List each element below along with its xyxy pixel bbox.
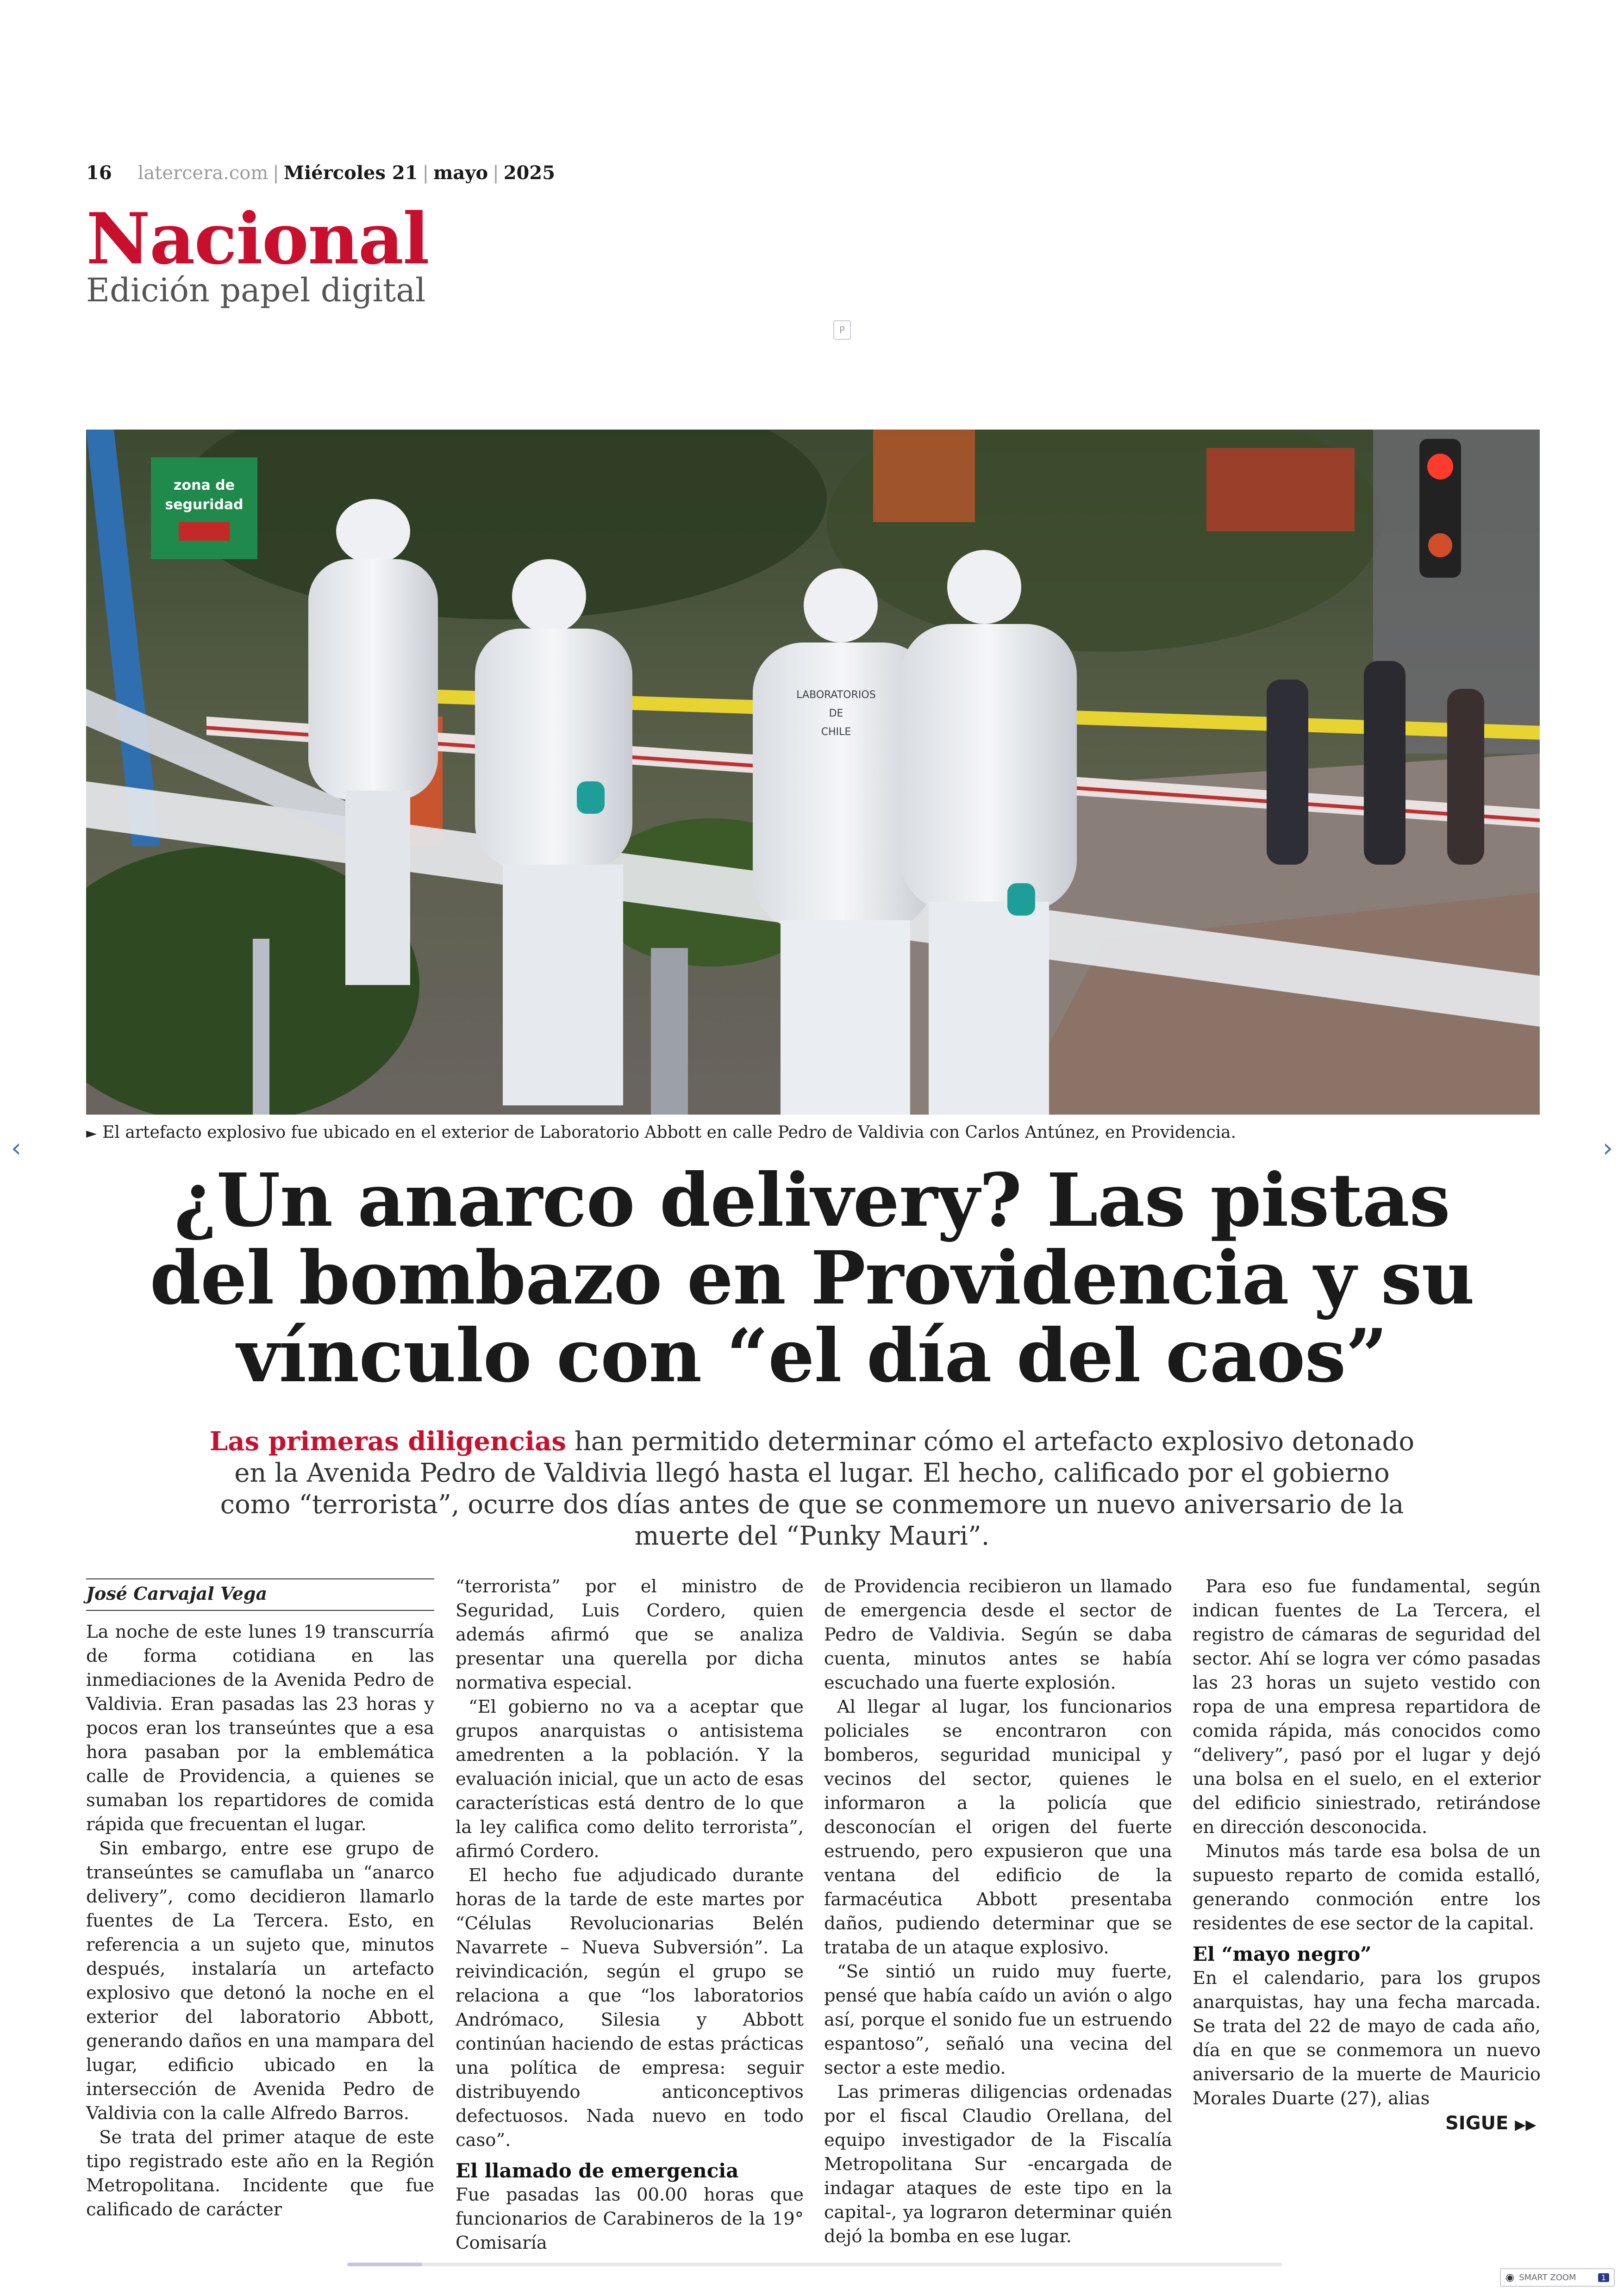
byline-rule-top	[86, 1578, 434, 1579]
subheading: El “mayo negro”	[1193, 1943, 1372, 1965]
paragraph: “terrorista” por el ministro de Seguridad, Luis Cordero, quien además afirmó que se analiza presentar una querella por dicha normativa especial.	[456, 1576, 804, 1693]
page-header-line: 16 latercera.com | Miércoles 21 | mayo | 2025	[86, 162, 556, 184]
caption-text: El artefacto explosivo fue ubicado en el exterior de Laboratorio Abbott en calle Pedro de Valdivia con Carlos Antúnez, en Providencia.	[102, 1123, 1237, 1142]
subheading: El llamado de emergencia	[456, 2159, 739, 2182]
paragraph: Sin embargo, entre ese grupo de transeúntes se camuflaba un “anarco delivery”, como decidieron llamarlo fuentes de La Tercera. Esto, en referencia a un sujeto que, minutos después, instalaría un artefacto explosivo que detonó la noche en el exterior del laboratorio Abbott, generando daños en una mampara del lugar, edificio ubicado en la intersección de Avenida Pedro de Valdivia con la calle Alfredo Barros.	[86, 1838, 434, 2124]
next-page-arrow-icon[interactable]: ›	[1602, 1133, 1613, 1163]
paragraph: En el calendario, para los grupos anarquistas, hay una fecha marcada. Se trata del 22 de mayo de cada año, día en que se conmemora un nuevo aniversario de la muerte de Mauricio Morales Duarte (27), alias	[1193, 1968, 1541, 2109]
section-title: Nacional	[86, 197, 429, 280]
deck-lead: Las primeras diligencias	[209, 1426, 566, 1457]
smart-zoom-button[interactable]	[1500, 2268, 1615, 2287]
paragraph: Al llegar al lugar, los funcionarios policiales se encontraron con bomberos, seguridad municipal y vecinos del sector, quienes le informaron a la policía que desconocían el origen del fuerte estruendo, pero expusieron que una ventana del edificio de la farmacéutica Abbott presentaba daños, pudiendo determinar que se trataba de un ataque explosivo.	[824, 1696, 1172, 1958]
photo-sign-line1: zona de	[174, 477, 235, 493]
article-column-2	[456, 1575, 804, 2255]
article-headline: ¿Un anarco delivery? Las pistas del bombazo en Providencia y su vínculo con “el día del caos”	[150, 1158, 1474, 1399]
deck-text: han permitido determinar cómo el artefacto explosivo detonado en la Avenida Pedro de Valdivia llegó hasta el lugar. El hecho, calificado por el gobierno como “terrorista”, ocurre dos días antes de que se conmemore un nuevo aniversario de la muerte del “Punky Mauri”.	[220, 1427, 1415, 1551]
smart-zoom-label: SMART ZOOM	[1519, 2272, 1576, 2283]
photo-sign-line2: seguridad	[165, 497, 244, 513]
suit-text-line3: CHILE	[821, 726, 851, 738]
eye-icon: ◉	[1505, 2271, 1515, 2283]
suit-text-line2: DE	[829, 708, 843, 719]
byline-rule-bottom	[86, 1610, 434, 1611]
continue-arrows-icon: ▶▶	[1515, 2117, 1537, 2133]
photo-illustration	[86, 430, 1540, 1115]
site-name: latercera.com	[137, 162, 269, 184]
paragraph: Para eso fue fundamental, según indican fuentes de La Tercera, el registro de cámaras de seguridad del sector. Ahí se logra ver cómo pasadas las 23 horas un sujeto vestido con ropa de una empresa repartidora de comida rápida, más conocidos como “delivery”, pasó por el lugar y dejó una bolsa en el suelo, en el exterior del edificio siniestrado, retirándose en dirección desconocida.	[1193, 1576, 1541, 1838]
article-deck	[204, 1426, 1420, 1552]
header-date-year: 2025	[503, 162, 556, 184]
article-column-3	[824, 1575, 1172, 2249]
edition-subtitle: Edición papel digital	[86, 271, 426, 309]
article-photo	[86, 430, 1540, 1115]
page-progress-fill	[347, 2263, 422, 2266]
suit-text-line1: LABORATORIOS	[796, 689, 876, 701]
paragraph: Se trata del primer ataque de este tipo registrado este año en la Región Metropolitana. Incidente que fue calificado de carácter	[86, 2127, 434, 2220]
page-marker-icon: P	[833, 320, 851, 340]
paragraph: “Se sintió un ruido muy fuerte, pensé que había caído un avión o algo así, porque el sonido fue un estruendo espantoso”, señaló una vecina del sector a este medio.	[824, 1961, 1172, 2078]
header-date-month: mayo	[433, 162, 488, 184]
paragraph: Las primeras diligencias ordenadas por el fiscal Claudio Orellana, del equipo investigador de la Fiscalía Metropolitana Sur -encargada de indagar ataques de este tipo en la capital-, ya lograron determinar quién dejó la bomba en ese lugar.	[824, 2082, 1172, 2247]
previous-page-arrow-icon[interactable]: ‹	[11, 1133, 22, 1163]
page-progress-track[interactable]	[347, 2263, 1282, 2266]
header-date-day: Miércoles 21	[283, 162, 418, 184]
paragraph: El hecho fue adjudicado durante horas de la tarde de este martes por “Células Revolucionarias Belén Navarrete – Nueva Subversión”. La reivindicación, según el grupo se relaciona a que “los laboratorios Andrómaco, Silesia y Abbott continúan haciendo de estas prácticas una política de empresa: seguir distribuyendo anticonceptivos defectuosos. Nada nuevo en todo caso”.	[456, 1865, 804, 2151]
page-number: 16	[86, 162, 112, 184]
continue-text: SIGUE	[1445, 2113, 1509, 2134]
paragraph: de Providencia recibieron un llamado de emergencia desde el sector de Pedro de Valdivia. Según se daba cuenta, minutos antes se había escuchado una fuerte explosión.	[824, 1576, 1172, 1693]
article-column-4	[1193, 1575, 1541, 2111]
caption-marker-icon: ►	[86, 1125, 97, 1141]
continue-label[interactable]	[1445, 2113, 1536, 2134]
photo-caption	[86, 1123, 1236, 1142]
paragraph: La noche de este lunes 19 transcurría de forma cotidiana en las inmediaciones de la Avenida Pedro de Valdivia. Eran pasadas las 23 horas y pocos eran los transeúntes que a esa hora pasaban por la emblemática calle de Providencia, a quienes se sumaban los repartidores de comida rápida que frecuentan el lugar.	[86, 1621, 434, 1835]
article-byline: José Carvajal Vega	[86, 1583, 268, 1604]
paragraph: Fue pasadas las 00.00 horas que funcionarios de Carabineros de la 19° Comisaría	[456, 2184, 804, 2253]
page-indicator-badge: 1	[1598, 2273, 1609, 2282]
paragraph: Minutos más tarde esa bolsa de un supuesto reparto de comida estalló, generando conmoción entre los residentes de ese sector de la capital.	[1193, 1841, 1541, 1934]
paragraph: “El gobierno no va a aceptar que grupos anarquistas o antisistema amedrenten a la población. Y la evaluación inicial, que un acto de esas características está dentro de lo que la ley califica como delito terrorista”, afirmó Cordero.	[456, 1696, 804, 1862]
article-column-1	[86, 1620, 434, 2222]
